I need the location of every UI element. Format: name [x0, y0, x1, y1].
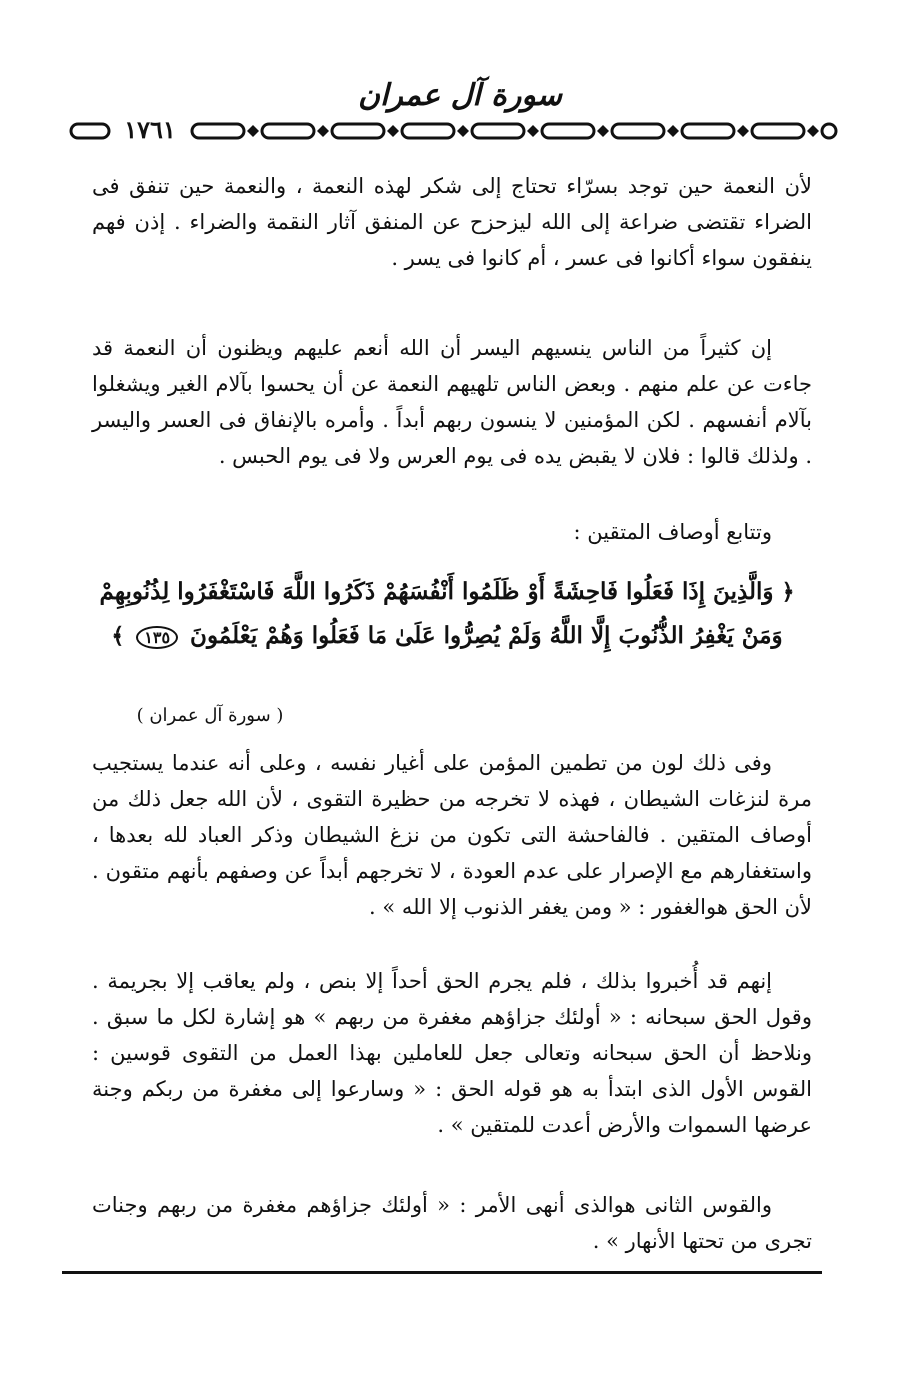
- paragraph-2: إن كثيراً من الناس ينسيهم اليسر أن الله أنعم عليهم ويظنون أن النعمة قد جاءت عن علم منهم . وبعض الناس تلهيهم النعمة عن أن يحسوا بآلام الغير ويشغلوا بآلام أنفسهم . لكن المؤمنين لا ينسون ربهم أبداً . وأمره بالإنفاق فى العسر واليسر . ولذلك قالوا : فلان لا يقبض يده فى يوم العرس ولا فى يوم الحبس .: [92, 336, 812, 468]
- paragraph-4: وفى ذلك لون من تطمين المؤمن على أغيار نفسه ، وعلى أنه عندما يستجيب مرة لنزغات الشيطان ، فهذه لا تخرجه من حظيرة التقوى ، لأن الله جعل ذلك من أوصاف المتقين . فالفاحشة التى تكون من نزغ الشيطان وذكر العباد لله بعدها ، واستغفارهم مع الإصرار على عدم العودة ، لا تخرجهم أبداً عن وصفهم بأنهم متقون . لأن الحق هوالغفور : « ومن يغفر الذنوب إلا الله » .: [92, 751, 812, 919]
- paragraph-5: إنهم قد أُخبروا بذلك ، فلم يجرم الحق أحداً إلا بنص ، ولم يعاقب إلا بجريمة . وقول الحق سبحانه : « أولئك جزاؤهم مغفرة من ربهم » هو إشارة لكل ما سبق . ونلاحظ أن الحق سبحانه وتعالى جعل للعاملين بهذا العمل من التقوى قوسين : القوس الأول الذى ابتدأ به هو قوله الحق : « وسارعوا إلى مغفرة من ربكم وجنة عرضها السموات والأرض أعدت للمتقين » .: [92, 969, 812, 1137]
- verse-close-mark: ﴾: [111, 623, 125, 649]
- bottom-rule: [62, 1271, 822, 1274]
- verse-line-2: [82, 614, 812, 660]
- verse-text-line-2: وَمَنْ يَغْفِرُ الذُّنُوبَ إِلَّا اللَّهُ وَلَمْ يُصِرُّوا عَلَىٰ مَا فَعَلُوا وَهُمْ يَعْلَمُونَ: [190, 622, 783, 649]
- paragraph-3: وتتابع أوصاف المتقين :: [573, 520, 772, 544]
- verse-line-1: [82, 570, 812, 614]
- verse-reference: ( سورة آل عمران ): [136, 705, 284, 726]
- surah-title: سورة آل عمران: [357, 78, 563, 113]
- verse-text-line-1: وَالَّذِينَ إِذَا فَعَلُوا فَاحِشَةً أَوْ ظَلَمُوا أَنْفُسَهُمْ ذَكَرُوا اللَّهَ فَاسْتَغْفَرُوا لِذُنُوبِهِمْ: [99, 578, 774, 605]
- chain-ornament-left: [68, 120, 112, 142]
- chain-ornament-right: [190, 116, 840, 146]
- quran-verse: [82, 570, 812, 660]
- verse-open-mark: ﴿: [781, 579, 795, 605]
- page-number: ١٧٦١: [124, 115, 176, 144]
- paragraph-6: والقوس الثانى هوالذى أنهى الأمر : « أولئك جزاؤهم مغفرة من ربهم وجنات تجرى من تحتها الأنهار » .: [92, 1193, 812, 1253]
- paragraph-1: لأن النعمة حين توجد بسرّاء تحتاج إلى شكر لهذه النعمة ، والنعمة حين تنفق فى الضراء تقتضى ضراعة إلى الله ليزحزح عن المنفق آثار النقمة والضراء . إذن فهم ينفقون سواء أكانوا فى عسر ، أم كانوا فى يسر .: [92, 174, 812, 270]
- verse-number: ١٣٥: [136, 626, 178, 649]
